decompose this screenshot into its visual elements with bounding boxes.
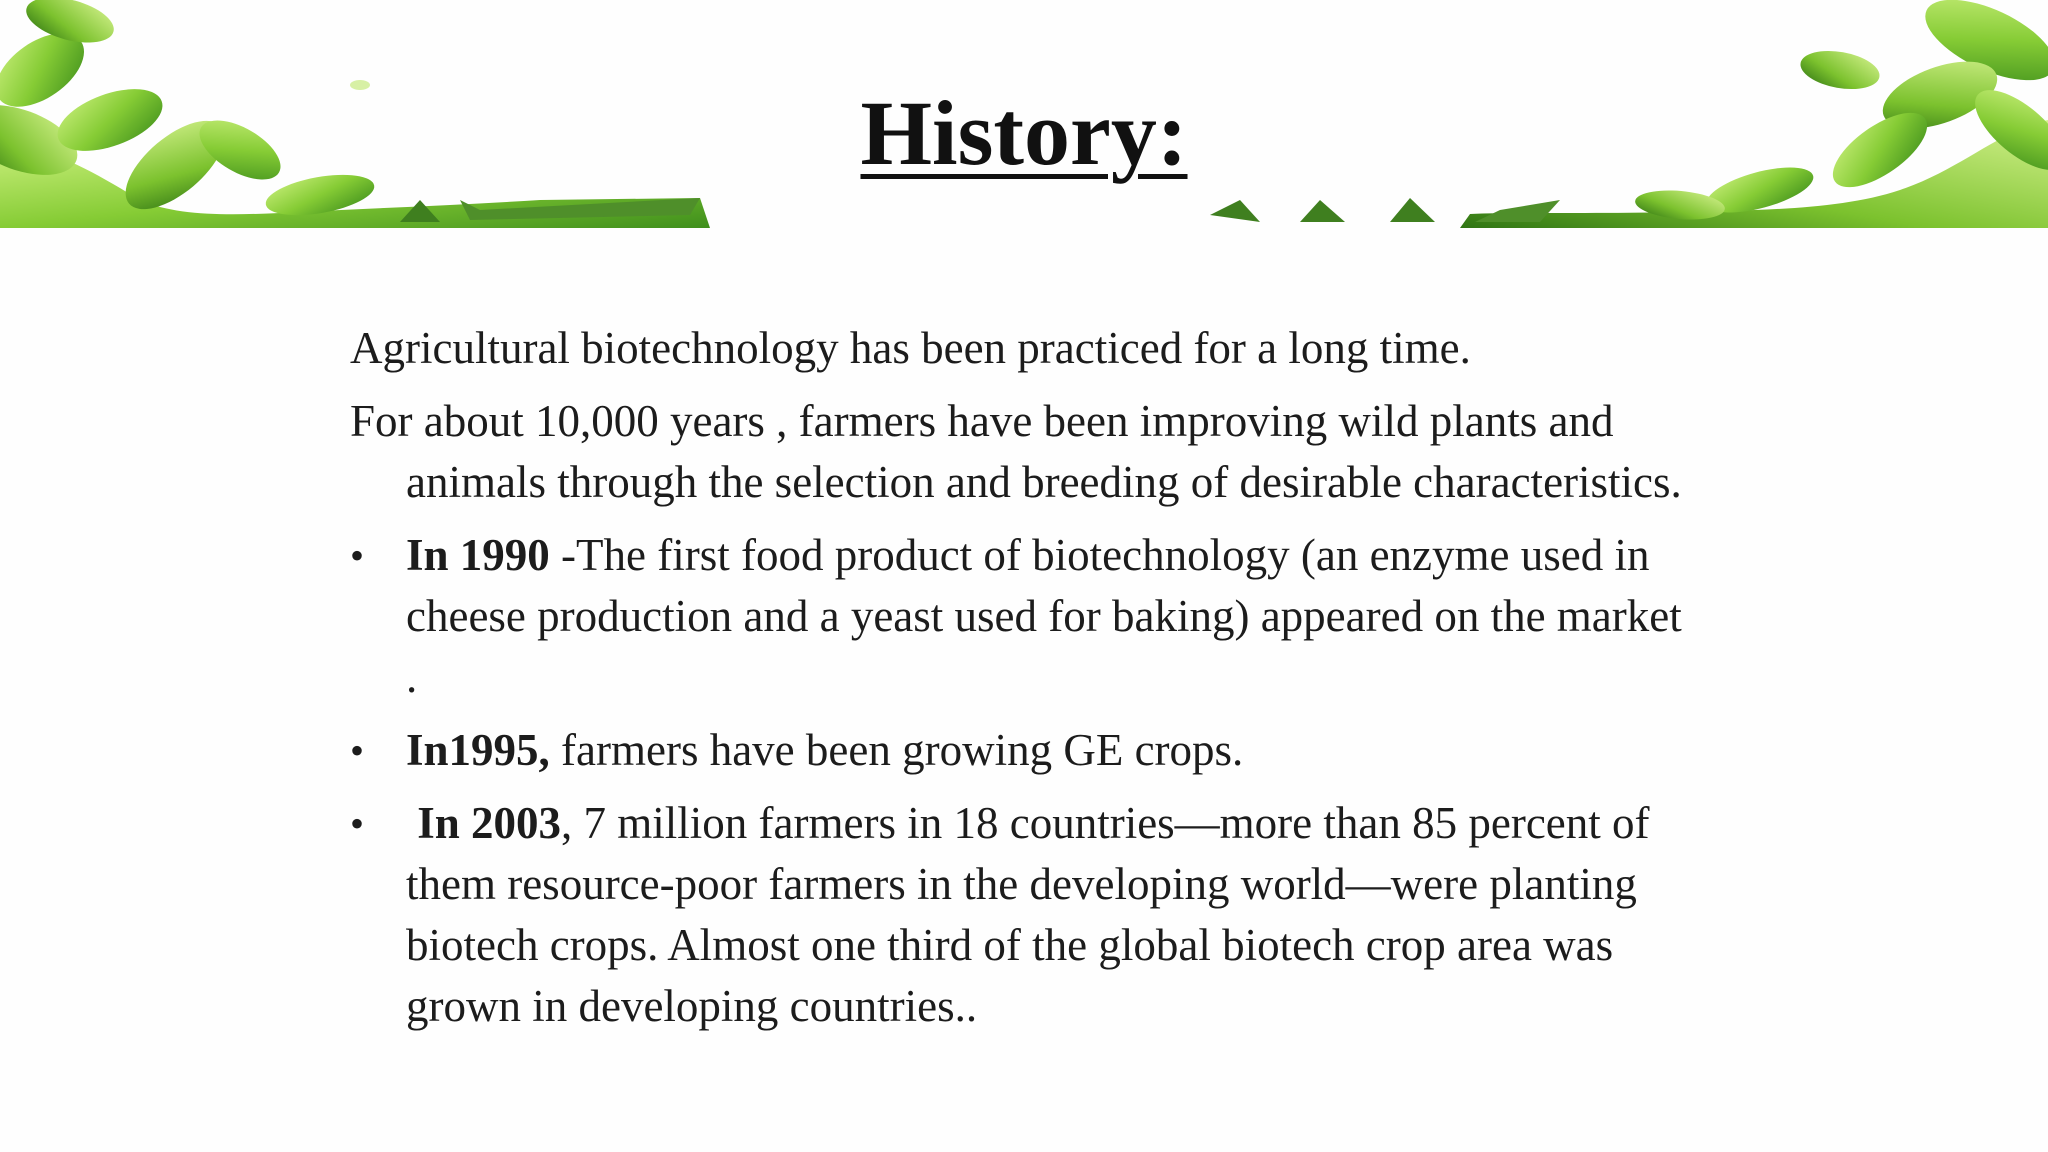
intro-paragraph-1: Agricultural biotechnology has been practiced for a long time. (350, 323, 1471, 373)
bullet-item-1995 (350, 720, 1690, 781)
slide-title: History: (860, 82, 1188, 184)
bullet-icon: • (350, 533, 365, 578)
intro-paragraph-2: For about 10,000 years , farmers have been improving wild plants and animals through the selection and breeding of desirable characteristics. (350, 396, 1682, 507)
bullet-item-2003 (350, 793, 1690, 1037)
bullet-lead-2003: In 2003 (406, 798, 562, 848)
bullet-icon: • (350, 801, 365, 846)
bullet-icon: • (350, 728, 365, 773)
bullet-text-2003: , 7 million farmers in 18 countries—more than 85 percent of them resource-poor farmers in the developing world—were planting biotech crops. Almost one third of the global biotech crop area was grown in developing countries.. (406, 798, 1650, 1031)
bullet-text-1995: farmers have been growing GE crops. (549, 725, 1244, 775)
bullet-item-1990 (350, 525, 1690, 708)
bullet-lead-1990: In 1990 (406, 530, 550, 580)
bullet-lead-1995: In1995, (406, 725, 550, 775)
slide-body (350, 318, 1690, 1049)
bullet-text-1990: -The first food product of biotechnology (an enzyme used in cheese production and a yeast used for baking) appeared on the market . (406, 530, 1682, 702)
